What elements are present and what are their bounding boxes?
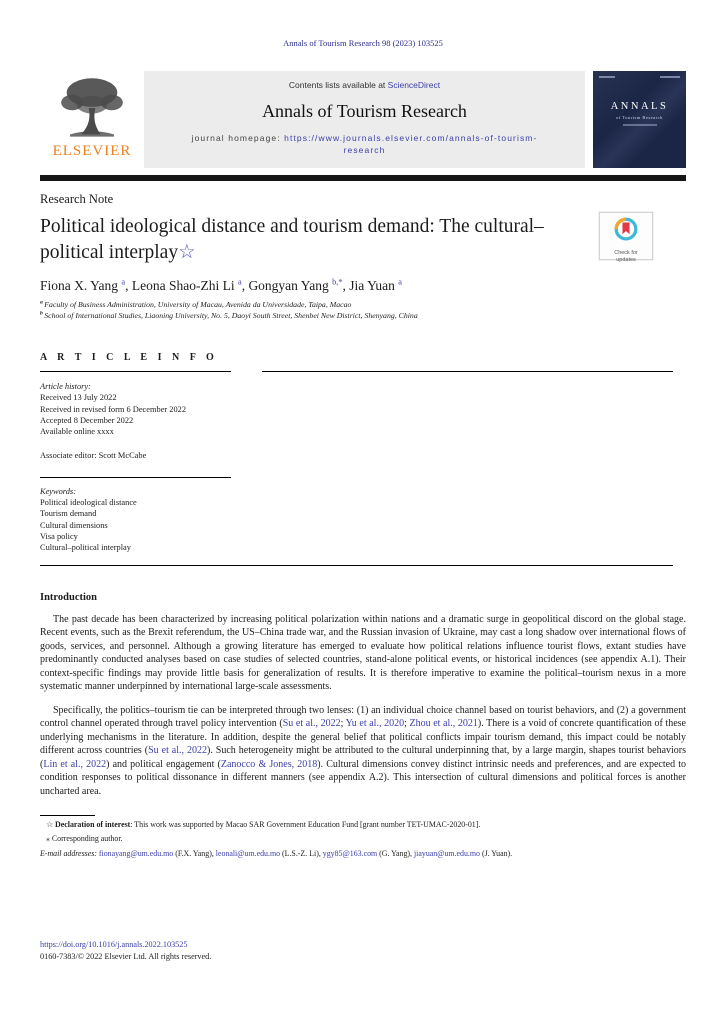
text-segment: Contents lists available at (288, 80, 388, 90)
text-segment: Fiona X. Yang (40, 278, 122, 293)
text-segment: ⁎ Corresponding author. (46, 834, 123, 844)
text-segment: b (40, 309, 45, 316)
text-segment: ). There is a void of concrete quantification of these underlying mechanisms in the literature. In addition, despite the general belief that political conflicts impair tourism demand, this impact could be notably different across countries ( (40, 718, 686, 757)
text-segment: a (237, 277, 242, 287)
text-segment: ; (404, 718, 410, 730)
text-segment: ). Such heterogeneity might be attributed to the cultural underpinning that, by a large margin, shapes tourist behaviors ( (40, 745, 687, 770)
section-heading-introduction: Introduction (40, 591, 97, 603)
cover-decoration (599, 76, 680, 78)
text-segment: : This work was supported by Macao SAR Government Education Fund [grant number TET-UMAC-2020-01]. (130, 820, 481, 830)
inline-link[interactable]: https://www.journals.elsevier.com/annals-of-tourism-research (284, 133, 538, 155)
journal-article-page (0, 38, 725, 1028)
intro-paragraph-2 (40, 704, 686, 799)
copyright-line: 0160-7383/© 2022 Elsevier Ltd. All rights reserved. (40, 951, 212, 961)
text-segment: Faculty of Business Administration, University of Macau, Avenida da Universidade, Taipa, Macao (44, 300, 352, 309)
affiliation-b (40, 311, 686, 322)
cover-subtitle: of Tourism Research (616, 115, 663, 120)
footnote-declaration (40, 819, 686, 830)
inline-link[interactable]: fionayang@um.edu.mo (98, 848, 174, 858)
crossmark-icon (612, 216, 640, 244)
text-segment: , Leona Shao-Zhi Li (125, 278, 238, 293)
associate-editor: Associate editor: Scott McCabe (40, 451, 147, 461)
footnote-rule (40, 815, 95, 816)
inline-link[interactable]: Zhou et al., 2021 (409, 718, 478, 730)
journal-homepage-line (144, 132, 585, 156)
keywords-rule (40, 477, 231, 478)
history-revised: Received in revised form 6 December 2022 (40, 404, 187, 414)
footnote-emails (40, 848, 686, 859)
journal-masthead (40, 71, 686, 168)
text-segment: The past decade has been characterized by increasing political polarization within nations and a dramatic surge in geopolitical discord on the global stage. Recent events, such as the Brexit referendum, the US–China trade war, and the Russian invasion of Ukraine, may cast a long shadow over international flows of goods, services, and personnel. Although a growing literature has emerged to evaluate how political relations influence tourist flows, extant studies have predominantly conducted analyses based on case studies of selected countries, stand-alone political events, or historical incidences (see appendix A.1). Their context-specific findings may provide little basis for generalization of results. It is therefore imperative to examine the political–tourism nexus in a more systematic manner underpinned by international large-scale assessments. (40, 613, 686, 693)
contents-line (144, 80, 585, 90)
inline-link[interactable]: leonali@um.edu.mo (215, 848, 281, 858)
keyword-item: Cultural dimensions (40, 520, 108, 530)
intro-paragraph-1 (40, 613, 686, 694)
article-history-label: Article history: (40, 382, 91, 391)
inline-link[interactable]: Yu et al., 2020 (345, 718, 405, 730)
text-segment: (J. Yuan). (479, 848, 513, 858)
cover-title: ANNALS (610, 101, 669, 112)
text-segment: ☆ (46, 820, 56, 830)
text-segment: a (40, 299, 45, 306)
doi-link[interactable]: https://doi.org/10.1016/j.annals.2022.103525 (40, 940, 188, 949)
keyword-item: Visa policy (40, 531, 78, 541)
elsevier-logo[interactable] (40, 71, 144, 168)
inline-link[interactable]: ygy85@163.com (322, 848, 378, 858)
article-info-heading: A R T I C L E I N F O (40, 352, 231, 372)
affiliation-a (40, 300, 686, 311)
text-segment: (F.X. Yang), (173, 848, 216, 858)
masthead-divider (40, 175, 686, 181)
check-for-updates-badge[interactable] (599, 212, 653, 263)
text-segment: b,* (332, 277, 343, 287)
text-segment: , Gongyan Yang (241, 278, 333, 293)
text-segment: , Jia Yuan (342, 278, 399, 293)
text-segment: Political ideological distance and tourism demand: The cultural–political interplay (40, 216, 544, 263)
keyword-item: Tourism demand (40, 509, 97, 519)
inline-link[interactable]: Su et al., 2022 (282, 718, 341, 730)
info-bottom-rule (40, 565, 673, 566)
running-head-citation: Annals of Tourism Research 98 (2023) 103525 (283, 38, 443, 48)
inline-link[interactable]: Su et al., 2022 (148, 745, 207, 757)
text-segment: (G. Yang), (377, 848, 414, 858)
text-segment: ☆ (178, 241, 196, 263)
journal-info-panel (144, 71, 585, 168)
history-online: Available online xxxx (40, 427, 114, 437)
keyword-item: Political ideological distance (40, 498, 137, 508)
text-segment: School of International Studies, Liaoning University, No. 5, Daoyi South Street, Shenbei New District, Shenyang, China (44, 310, 418, 320)
history-received: Received 13 July 2022 (40, 393, 117, 403)
text-segment: E-mail addresses: (40, 848, 99, 858)
cover-decoration-line (623, 124, 657, 126)
journal-title: Annals of Tourism Research (262, 101, 467, 121)
inline-link[interactable]: Zanocco & Jones, 2018 (220, 758, 318, 770)
journal-cover-thumbnail[interactable] (593, 71, 686, 168)
text-segment: Declaration of interest (55, 820, 131, 830)
elsevier-tree-icon (59, 75, 125, 141)
text-segment: a (121, 277, 126, 287)
text-segment: Specifically, the politics–tourism tie can be interpreted through two lenses: (1) an individual choice channel based on tourist behaviors, and (2) a government control channel operated through travel policy intervention ( (40, 704, 686, 730)
text-segment: ). Cultural dimensions convey distinct intrinsic needs and preferences, and are expected to condition responses to political dissonance in different manners (see appendix A.2). This intersection of cultural dimensions and political forces is another uncharted area. (40, 758, 686, 797)
inline-link[interactable]: Lin et al., 2022 (43, 758, 107, 770)
history-accepted: Accepted 8 December 2022 (40, 415, 134, 425)
footnote-corresponding (40, 833, 686, 844)
inline-link[interactable]: jiayuan@um.edu.mo (413, 848, 480, 858)
text-segment: (L.S.-Z. Li), (280, 848, 323, 858)
text-segment: ) and political engagement ( (106, 758, 221, 770)
text-segment: journal homepage: (191, 133, 285, 143)
keywords-label: Keywords: (40, 486, 76, 496)
author-list (40, 278, 686, 294)
article-info-header-row (40, 352, 686, 372)
elsevier-wordmark: ELSEVIER (52, 143, 132, 159)
text-segment: a (398, 277, 402, 287)
keyword-item: Cultural–political interplay (40, 543, 131, 553)
article-info-column (40, 381, 231, 554)
check-for-updates-label: Check for updates (614, 250, 638, 263)
inline-link[interactable]: ScienceDirect (387, 80, 441, 90)
text-segment: ; (340, 718, 346, 730)
article-type-label: Research Note (40, 192, 114, 206)
abstract-top-rule (262, 371, 673, 372)
article-footer (40, 939, 211, 962)
article-title (40, 214, 545, 265)
